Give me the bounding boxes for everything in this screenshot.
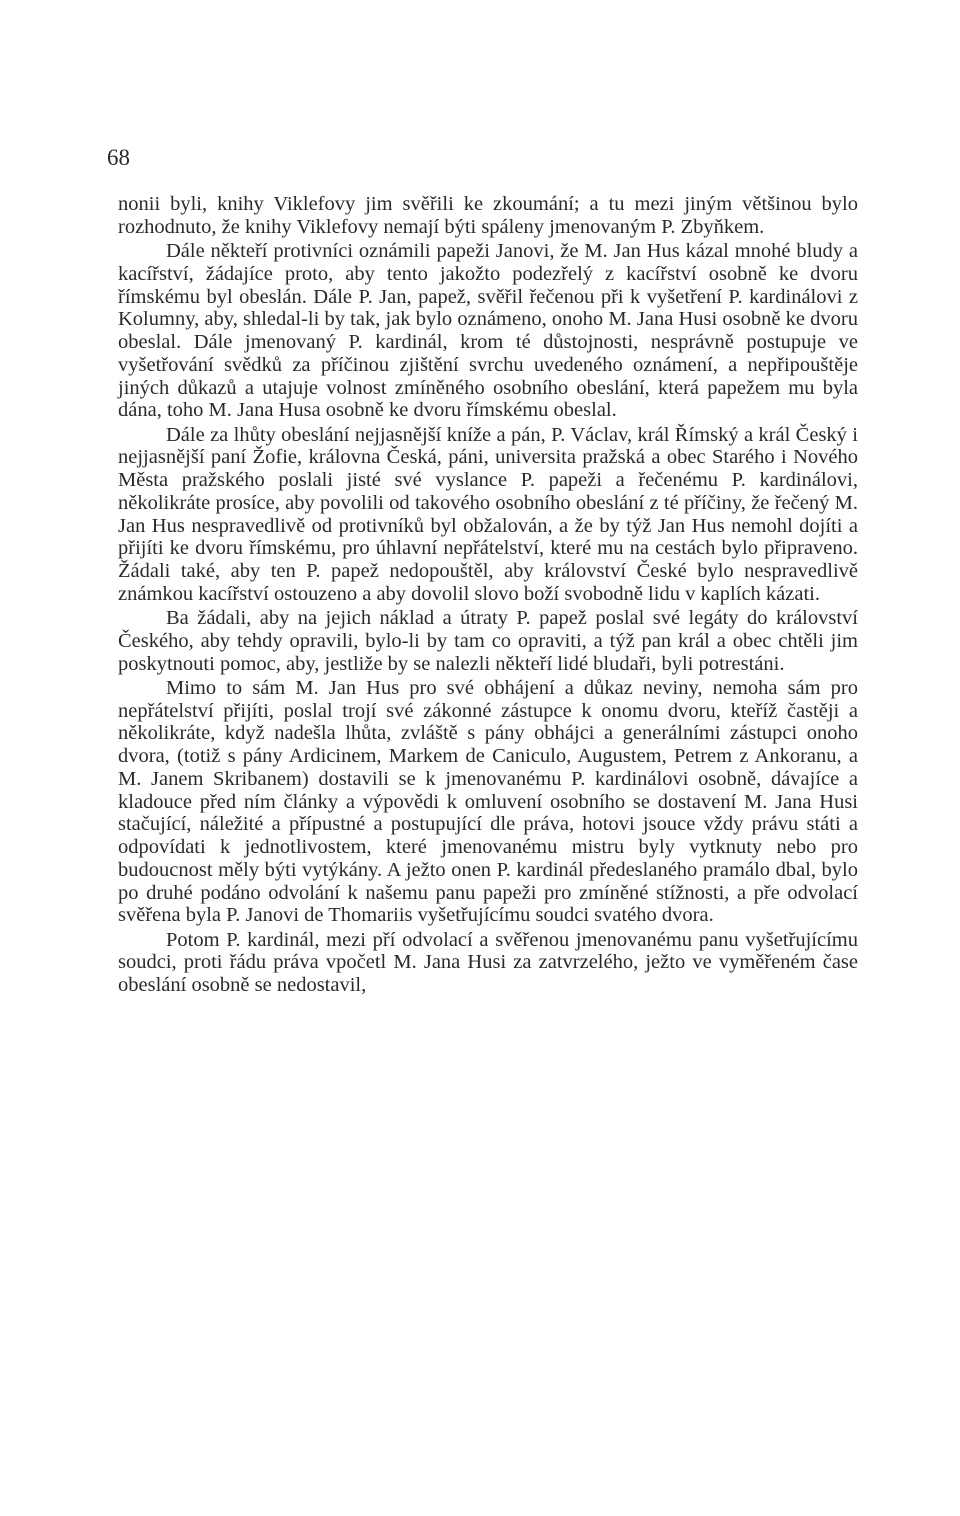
paragraph: Potom P. kardinál, mezi pří odvolací a svěřenou jmenovanému panu vyšetřujícímu soudci, proti řádu práva vpočetl M. Jana Husi za zatvrzelého, ježto ve vyměřeném čase obeslání osobně se nedostavil,: [118, 928, 858, 996]
page-number: 68: [107, 145, 130, 170]
paragraph: Mimo to sám M. Jan Hus pro své obhájení a důkaz neviny, nemoha sám pro nepřátelství přijíti, poslal trojí své zákonné zástupce k onomu dvoru, kteříž častěji a několikráte, když nadešla lhůta, zvláště s pány obhájci a generálními zástupci onoho dvora, (totiž s pány Ardicinem, Markem de Caniculo, Augustem, Petrem z Ankoranu, a M. Janem Skribanem) dostavili se k jmenovanému P. kardinálovi osobně, dávajíce a kladouce před ním články a výpovědi k omluvení osobního se dostavení M. Jana Husi stačující, náležité a přípustné a postupující dle práva, hotovi jsouce vždy právu státi a odpovídati k jednotlivostem, které jmenovanému mistru byly vytknuty nebo pro budoucnost měly býti vytýkány. A ježto onen P. kardinál předeslaného pramálo dbal, bylo po druhé podáno odvolání k našemu panu papeži pro zmíněné stížnosti, a pře odvolací svěřena byla P. Janovi de Thomariis vyšetřujícímu soudci svatého dvora.: [118, 676, 858, 927]
paragraph-continuation: nonii byli, knihy Viklefovy jim svěřili ke zkoumání; a tu mezi jiným většinou bylo rozhodnuto, že knihy Viklefovy nemají býti spáleny jmenovaným P. Zbyňkem.: [118, 193, 858, 238]
paragraph: Dále za lhůty obeslání nejjasnější kníže a pán, P. Václav, král Římský a král Český i nejjasnější paní Žofie, královna Česká, páni, universita pražská a obec Starého i Nového Města pražského poslali jisté své vyslance P. papeži a řečenému P. kardinálovi, několikráte prosíce, aby povolili od takového osobního obeslání z té příčiny, že řečený M. Jan Hus nespravedlivě od protivníků byl obžalován, a že by týž Jan Hus nemohl dojíti a přijíti ke dvoru římskému, pro úhlavní nepřátelství, které mu na cestách bylo připraveno. Žádali také, aby ten P. papež nedopouštěl, aby království České bylo nespravedlivě známkou kacířství ostouzeno a aby dovolil slovo boží svobodně lidu v kaplích kázati.: [118, 423, 858, 605]
body-text: [118, 193, 858, 998]
paragraph: Ba žádali, aby na jejich náklad a útraty P. papež poslal své legáty do království Českého, aby tehdy opravili, bylo-li by tam co opraviti, a týž pan král a obec chtěli jim poskytnouti pomoc, aby, jestliže by se nalezli někteří lidé bludaři, byli potrestáni.: [118, 607, 858, 675]
paragraph: Dále někteří protivníci oznámili papeži Janovi, že M. Jan Hus kázal mnohé bludy a kacířství, žádajíce proto, aby tento jakožto podezřelý z kacířství osobně ke dvoru římskému byl obeslán. Dále P. Jan, papež, svěřil řečenou při k vyšetření P. kardinálovi z Kolumny, aby, shledal-li by tak, jak bylo oznámeno, onoho M. Jana Husi osobně ke dvoru obeslal. Dále jmenovaný P. kardinál, krom té důstojnosti, nesprávně postupuje ve vyšetřování svědků za příčinou zjištění svrchu uvedeného oznámení, a nepřipouštěje jiných důkazů a utajuje volnost zmíněného osobního obeslání, která papežem mu byla dána, toho M. Jana Husa osobně ke dvoru římskému obeslal.: [118, 240, 858, 422]
